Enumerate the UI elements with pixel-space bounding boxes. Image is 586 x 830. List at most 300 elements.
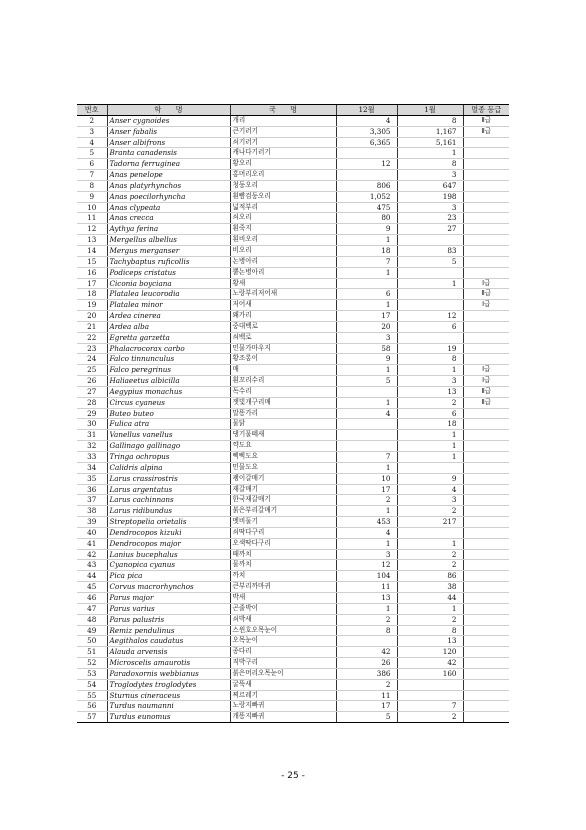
cell-scientific-name: Falco peregrinus [107, 365, 230, 376]
cell-january: 198 [397, 191, 463, 202]
cell-grade [463, 256, 509, 267]
cell-january [397, 235, 463, 246]
table-row [77, 592, 509, 603]
cell-january: 2 [397, 549, 463, 560]
cell-scientific-name: Tringa ochropus [107, 452, 230, 463]
cell-grade [463, 235, 509, 246]
cell-december: 7 [336, 452, 397, 463]
cell-no: 48 [77, 614, 107, 625]
cell-no: 39 [77, 517, 107, 528]
cell-december: 1 [336, 235, 397, 246]
cell-january: 217 [397, 517, 463, 528]
cell-january: 160 [397, 668, 463, 679]
cell-korean-name: 괭이갈매기 [230, 473, 336, 484]
cell-korean-name: 황조롱이 [230, 354, 336, 365]
table-row [77, 267, 509, 278]
cell-no: 15 [77, 256, 107, 267]
cell-korean-name: 노랑부리저어새 [230, 289, 336, 300]
cell-korean-name: 잿빛개구리매 [230, 397, 336, 408]
table-row [77, 376, 509, 387]
table-row [77, 300, 509, 311]
cell-korean-name: 황새 [230, 278, 336, 289]
cell-korean-name: 독수리 [230, 386, 336, 397]
table-row [77, 603, 509, 614]
cell-korean-name: 곤줄박이 [230, 603, 336, 614]
cell-january: 18 [397, 419, 463, 430]
cell-grade [463, 712, 509, 723]
cell-january [397, 690, 463, 701]
cell-scientific-name: Egretta garzetta [107, 332, 230, 343]
cell-korean-name: 흰비오리 [230, 235, 336, 246]
cell-grade [463, 452, 509, 463]
cell-december: 80 [336, 213, 397, 224]
cell-grade [463, 495, 509, 506]
cell-december [336, 278, 397, 289]
table-row [77, 690, 509, 701]
cell-no: 26 [77, 376, 107, 387]
cell-korean-name: 왜가리 [230, 311, 336, 322]
table-row [77, 538, 509, 549]
cell-no: 19 [77, 300, 107, 311]
cell-no: 8 [77, 180, 107, 191]
cell-no: 17 [77, 278, 107, 289]
cell-scientific-name: Turdus naumanni [107, 701, 230, 712]
cell-scientific-name: Circus cyaneus [107, 397, 230, 408]
cell-scientific-name: Pica pica [107, 571, 230, 582]
cell-december: 1,052 [336, 191, 397, 202]
species-count-table [77, 104, 509, 723]
cell-grade: Ⅰ급 [463, 278, 509, 289]
table-row [77, 278, 509, 289]
cell-january: 1 [397, 430, 463, 441]
table-header [77, 105, 509, 116]
cell-no: 47 [77, 603, 107, 614]
cell-december: 5 [336, 712, 397, 723]
cell-korean-name: 홍머리오리 [230, 170, 336, 181]
cell-no: 20 [77, 311, 107, 322]
cell-january: 7 [397, 701, 463, 712]
table-row [77, 647, 509, 658]
cell-korean-name: 개똥지빠귀 [230, 712, 336, 723]
cell-december: 20 [336, 321, 397, 332]
table-row [77, 560, 509, 571]
cell-january: 38 [397, 582, 463, 593]
cell-january: 1 [397, 365, 463, 376]
cell-korean-name: 때까치 [230, 549, 336, 560]
cell-january: 2 [397, 506, 463, 517]
cell-january: 8 [397, 115, 463, 126]
cell-december [336, 170, 397, 181]
table-row [77, 245, 509, 256]
cell-december: 2 [336, 495, 397, 506]
table-row [77, 701, 509, 712]
cell-no: 16 [77, 267, 107, 278]
cell-january [397, 332, 463, 343]
cell-no: 57 [77, 712, 107, 723]
cell-no: 31 [77, 430, 107, 441]
cell-scientific-name: Larus crassirostris [107, 473, 230, 484]
cell-scientific-name: Ardea alba [107, 321, 230, 332]
cell-january: 647 [397, 180, 463, 191]
cell-january: 2 [397, 614, 463, 625]
cell-december: 475 [336, 202, 397, 213]
header-december: 12월 [336, 105, 397, 116]
cell-scientific-name: Anser cygnoides [107, 115, 230, 126]
cell-no: 30 [77, 419, 107, 430]
cell-no: 14 [77, 245, 107, 256]
cell-december: 11 [336, 690, 397, 701]
table-row [77, 636, 509, 647]
cell-grade [463, 408, 509, 419]
cell-december: 3 [336, 332, 397, 343]
cell-january: 44 [397, 592, 463, 603]
cell-grade [463, 473, 509, 484]
header-korean-name: 국 명 [230, 105, 336, 116]
cell-january: 13 [397, 386, 463, 397]
cell-january: 83 [397, 245, 463, 256]
cell-january: 1 [397, 538, 463, 549]
cell-no: 27 [77, 386, 107, 397]
cell-korean-name: 쇠딱다구리 [230, 527, 336, 538]
page-number: - 25 - [281, 771, 305, 781]
cell-scientific-name: Larus cachinnans [107, 495, 230, 506]
cell-korean-name: 청둥오리 [230, 180, 336, 191]
cell-scientific-name: Sturnus cineraceus [107, 690, 230, 701]
cell-grade [463, 267, 509, 278]
cell-grade: Ⅱ급 [463, 397, 509, 408]
cell-january: 8 [397, 159, 463, 170]
cell-january: 2 [397, 560, 463, 571]
cell-scientific-name: Ciconia boyciana [107, 278, 230, 289]
table-row [77, 549, 509, 560]
table-row [77, 386, 509, 397]
cell-grade [463, 462, 509, 473]
cell-korean-name: 오색딱다구리 [230, 538, 336, 549]
cell-january [397, 527, 463, 538]
cell-december: 9 [336, 224, 397, 235]
cell-korean-name: 넓적부리 [230, 202, 336, 213]
cell-grade [463, 332, 509, 343]
table-row [77, 354, 509, 365]
cell-korean-name: 뿔논병아리 [230, 267, 336, 278]
table-row [77, 213, 509, 224]
cell-scientific-name: Corvus macrorhynchos [107, 582, 230, 593]
cell-scientific-name: Parus varius [107, 603, 230, 614]
cell-korean-name: 흰뺨검둥오리 [230, 191, 336, 202]
cell-korean-name: 흰죽지 [230, 224, 336, 235]
table-row [77, 571, 509, 582]
cell-december: 2 [336, 679, 397, 690]
cell-january: 3 [397, 170, 463, 181]
cell-no: 38 [77, 506, 107, 517]
cell-korean-name: 물까치 [230, 560, 336, 571]
cell-korean-name: 한국재갈매기 [230, 495, 336, 506]
cell-no: 52 [77, 658, 107, 669]
cell-no: 43 [77, 560, 107, 571]
cell-grade [463, 202, 509, 213]
cell-korean-name: 노랑지빠귀 [230, 701, 336, 712]
cell-january [397, 679, 463, 690]
cell-grade [463, 180, 509, 191]
cell-scientific-name: Branta canadensis [107, 148, 230, 159]
table-row [77, 289, 509, 300]
cell-january: 19 [397, 343, 463, 354]
cell-korean-name: 종다리 [230, 647, 336, 658]
cell-january: 2 [397, 397, 463, 408]
table-row [77, 679, 509, 690]
cell-grade [463, 213, 509, 224]
cell-scientific-name: Troglodytes troglodytes [107, 679, 230, 690]
cell-grade [463, 571, 509, 582]
cell-korean-name: 쇠백로 [230, 332, 336, 343]
cell-korean-name: 붉은부리갈매기 [230, 506, 336, 517]
cell-december: 12 [336, 159, 397, 170]
cell-no: 5 [77, 148, 107, 159]
cell-grade: Ⅱ급 [463, 115, 509, 126]
cell-december: 1 [336, 603, 397, 614]
cell-scientific-name: Dendrocopos major [107, 538, 230, 549]
cell-korean-name: 흰꼬리수리 [230, 376, 336, 387]
cell-january: 12 [397, 311, 463, 322]
cell-scientific-name: Aythya ferina [107, 224, 230, 235]
cell-scientific-name: Ardea cinerea [107, 311, 230, 322]
cell-no: 22 [77, 332, 107, 343]
cell-no: 36 [77, 484, 107, 495]
table-row [77, 343, 509, 354]
cell-scientific-name: Tachybaptus ruficollis [107, 256, 230, 267]
cell-korean-name: 논병아리 [230, 256, 336, 267]
table-row [77, 473, 509, 484]
cell-no: 29 [77, 408, 107, 419]
cell-december: 1 [336, 462, 397, 473]
cell-scientific-name: Platalea minor [107, 300, 230, 311]
cell-january: 4 [397, 484, 463, 495]
cell-scientific-name: Anas crecca [107, 213, 230, 224]
cell-january: 6 [397, 321, 463, 332]
cell-no: 12 [77, 224, 107, 235]
cell-december: 17 [336, 484, 397, 495]
cell-grade [463, 148, 509, 159]
cell-scientific-name: Parus major [107, 592, 230, 603]
cell-january: 3 [397, 202, 463, 213]
cell-scientific-name: Remiz pendulinus [107, 625, 230, 636]
cell-no: 18 [77, 289, 107, 300]
cell-korean-name: 쇠기러기 [230, 137, 336, 148]
cell-january: 9 [397, 473, 463, 484]
cell-scientific-name: Alauda arvensis [107, 647, 230, 658]
cell-no: 13 [77, 235, 107, 246]
cell-grade [463, 245, 509, 256]
cell-january [397, 289, 463, 300]
cell-scientific-name: Podiceps cristatus [107, 267, 230, 278]
cell-grade [463, 191, 509, 202]
cell-korean-name: 쇠오리 [230, 213, 336, 224]
cell-no: 6 [77, 159, 107, 170]
header-row [77, 105, 509, 116]
cell-january: 13 [397, 636, 463, 647]
table-row [77, 137, 509, 148]
cell-december: 104 [336, 571, 397, 582]
cell-scientific-name: Turdus eunomus [107, 712, 230, 723]
table-row [77, 495, 509, 506]
table-row [77, 332, 509, 343]
header-no: 번호 [77, 105, 107, 116]
cell-no: 2 [77, 115, 107, 126]
cell-grade [463, 690, 509, 701]
cell-grade [463, 430, 509, 441]
cell-no: 4 [77, 137, 107, 148]
table-row [77, 430, 509, 441]
cell-scientific-name: Mergus merganser [107, 245, 230, 256]
cell-january: 5 [397, 256, 463, 267]
table-row [77, 235, 509, 246]
cell-scientific-name: Streptopelia orietalis [107, 517, 230, 528]
cell-scientific-name: Haliaeetus albicilla [107, 376, 230, 387]
table-row [77, 506, 509, 517]
cell-scientific-name: Aegithalos caudatus [107, 636, 230, 647]
cell-grade: Ⅱ급 [463, 289, 509, 300]
cell-grade: Ⅱ급 [463, 386, 509, 397]
cell-no: 9 [77, 191, 107, 202]
cell-december [336, 636, 397, 647]
cell-december [336, 148, 397, 159]
cell-scientific-name: Vanellus vanellus [107, 430, 230, 441]
cell-scientific-name: Platalea leucorodia [107, 289, 230, 300]
cell-grade [463, 321, 509, 332]
cell-december: 1 [336, 365, 397, 376]
table-row [77, 397, 509, 408]
table-row [77, 517, 509, 528]
cell-no: 25 [77, 365, 107, 376]
cell-korean-name: 민물도요 [230, 462, 336, 473]
cell-grade [463, 614, 509, 625]
cell-korean-name: 멧비둘기 [230, 517, 336, 528]
cell-scientific-name: Anas platyrhynchos [107, 180, 230, 191]
cell-no: 35 [77, 473, 107, 484]
cell-grade [463, 592, 509, 603]
cell-korean-name: 민물가마우지 [230, 343, 336, 354]
cell-grade [463, 538, 509, 549]
cell-january: 1 [397, 278, 463, 289]
cell-scientific-name: Fulica atra [107, 419, 230, 430]
cell-scientific-name: Falco tinnunculus [107, 354, 230, 365]
cell-grade [463, 549, 509, 560]
table-row [77, 224, 509, 235]
cell-december: 4 [336, 527, 397, 538]
table-row [77, 159, 509, 170]
cell-grade [463, 159, 509, 170]
cell-scientific-name: Gallinago gallinago [107, 441, 230, 452]
cell-scientific-name: Tadorna ferruginea [107, 159, 230, 170]
cell-december: 3 [336, 549, 397, 560]
table-row [77, 256, 509, 267]
table-row [77, 462, 509, 473]
cell-no: 46 [77, 592, 107, 603]
cell-december: 4 [336, 408, 397, 419]
cell-scientific-name: Cyanopica cyanus [107, 560, 230, 571]
cell-grade [463, 517, 509, 528]
cell-scientific-name: Mergellus albellus [107, 235, 230, 246]
cell-grade [463, 354, 509, 365]
table-row [77, 625, 509, 636]
cell-korean-name: 큰부리까마귀 [230, 582, 336, 593]
cell-january: 6 [397, 408, 463, 419]
cell-grade [463, 636, 509, 647]
table-row [77, 365, 509, 376]
cell-january: 1 [397, 603, 463, 614]
cell-january [397, 267, 463, 278]
cell-korean-name: 붉은머리오목눈이 [230, 668, 336, 679]
cell-scientific-name: Calidris alpina [107, 462, 230, 473]
cell-january: 86 [397, 571, 463, 582]
cell-december: 6,365 [336, 137, 397, 148]
cell-december: 386 [336, 668, 397, 679]
cell-scientific-name: Anas poecilorhyncha [107, 191, 230, 202]
cell-scientific-name: Parus palustris [107, 614, 230, 625]
cell-december: 26 [336, 658, 397, 669]
cell-korean-name: 찌르레기 [230, 690, 336, 701]
cell-no: 7 [77, 170, 107, 181]
cell-december: 1 [336, 267, 397, 278]
cell-scientific-name: Larus ridibundus [107, 506, 230, 517]
cell-korean-name: 큰기러기 [230, 126, 336, 137]
cell-no: 28 [77, 397, 107, 408]
cell-scientific-name: Anser albifrons [107, 137, 230, 148]
cell-scientific-name: Microscelis amaurotis [107, 658, 230, 669]
table-row [77, 419, 509, 430]
cell-grade [463, 484, 509, 495]
cell-grade [463, 603, 509, 614]
table-body [77, 115, 509, 722]
cell-korean-name: 스윈호오목눈이 [230, 625, 336, 636]
cell-december [336, 430, 397, 441]
cell-no: 10 [77, 202, 107, 213]
cell-scientific-name: Anas clypeata [107, 202, 230, 213]
cell-korean-name: 중대백로 [230, 321, 336, 332]
cell-korean-name: 직박구리 [230, 658, 336, 669]
table-row [77, 441, 509, 452]
cell-december: 7 [336, 256, 397, 267]
cell-no: 49 [77, 625, 107, 636]
cell-korean-name: 박새 [230, 592, 336, 603]
cell-december [336, 419, 397, 430]
table-row [77, 170, 509, 181]
cell-no: 34 [77, 462, 107, 473]
cell-no: 3 [77, 126, 107, 137]
cell-no: 45 [77, 582, 107, 593]
cell-no: 21 [77, 321, 107, 332]
cell-korean-name: 개리 [230, 115, 336, 126]
cell-december: 17 [336, 701, 397, 712]
cell-korean-name: 물닭 [230, 419, 336, 430]
cell-december: 1 [336, 506, 397, 517]
table-row [77, 712, 509, 723]
cell-no: 32 [77, 441, 107, 452]
table-row [77, 180, 509, 191]
cell-korean-name: 쇠박새 [230, 614, 336, 625]
cell-scientific-name: Aegypius monachus [107, 386, 230, 397]
cell-korean-name: 저어새 [230, 300, 336, 311]
cell-january [397, 300, 463, 311]
cell-no: 42 [77, 549, 107, 560]
table-row [77, 311, 509, 322]
cell-korean-name: 삑삑도요 [230, 452, 336, 463]
table-row [77, 191, 509, 202]
cell-no: 23 [77, 343, 107, 354]
cell-grade [463, 311, 509, 322]
cell-grade [463, 679, 509, 690]
cell-december: 1 [336, 300, 397, 311]
